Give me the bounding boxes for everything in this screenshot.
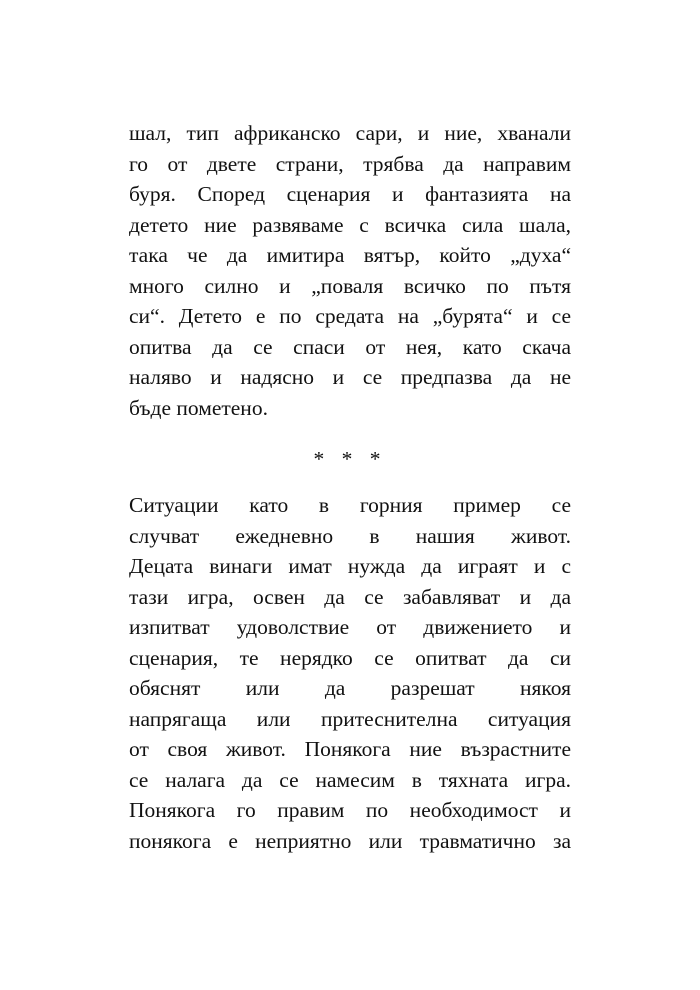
text-line: така че да имитира вятър, който „духа“ [129, 243, 571, 267]
text-line: опитва да се спаси от нея, като скача [129, 334, 571, 359]
text-line: от своя живот. Понякога ние възрастните [129, 737, 571, 761]
text-line: шал, тип африканско сари, и ние, хванали [129, 121, 571, 145]
text-line: го от двете страни, трябва да направим [129, 151, 571, 176]
text-line: Децата винаги имат нужда да играят и с [129, 554, 571, 578]
paragraph-2 [129, 490, 571, 856]
text-line: Понякога го правим по необходимост и [129, 798, 571, 822]
text-line: се налага да се намесим в тяхната игра. [129, 767, 571, 792]
section-separator: * * * [313, 447, 387, 471]
text-line: бъде пометено. [129, 395, 268, 420]
text-line: много силно и „поваля всичко по пътя [129, 273, 571, 298]
text-line: изпитват удоволствие от движението и [129, 615, 571, 639]
text-line: Ситуации като в горния пример се [129, 493, 571, 517]
text-line: детето ние развяваме с всичка сила шала, [129, 212, 571, 237]
text-line: понякога е неприятно или травматично за [129, 828, 571, 853]
text-line: обяснят или да разрешат някоя [129, 676, 571, 700]
text-line: случват ежедневно в нашия живот. [129, 523, 571, 548]
text-line: тази игра, освен да се забавляват и да [129, 584, 571, 609]
paragraph-1 [129, 118, 571, 423]
text-line: сценария, те нерядко се опитват да си [129, 645, 571, 670]
text-line: буря. Според сценария и фантазията на [129, 182, 571, 206]
text-line: напрягаща или притеснителна ситуация [129, 706, 571, 731]
text-line: наляво и надясно и се предпазва да не [129, 365, 571, 389]
text-line: си“. Детето е по средата на „бурята“ и се [129, 304, 571, 328]
